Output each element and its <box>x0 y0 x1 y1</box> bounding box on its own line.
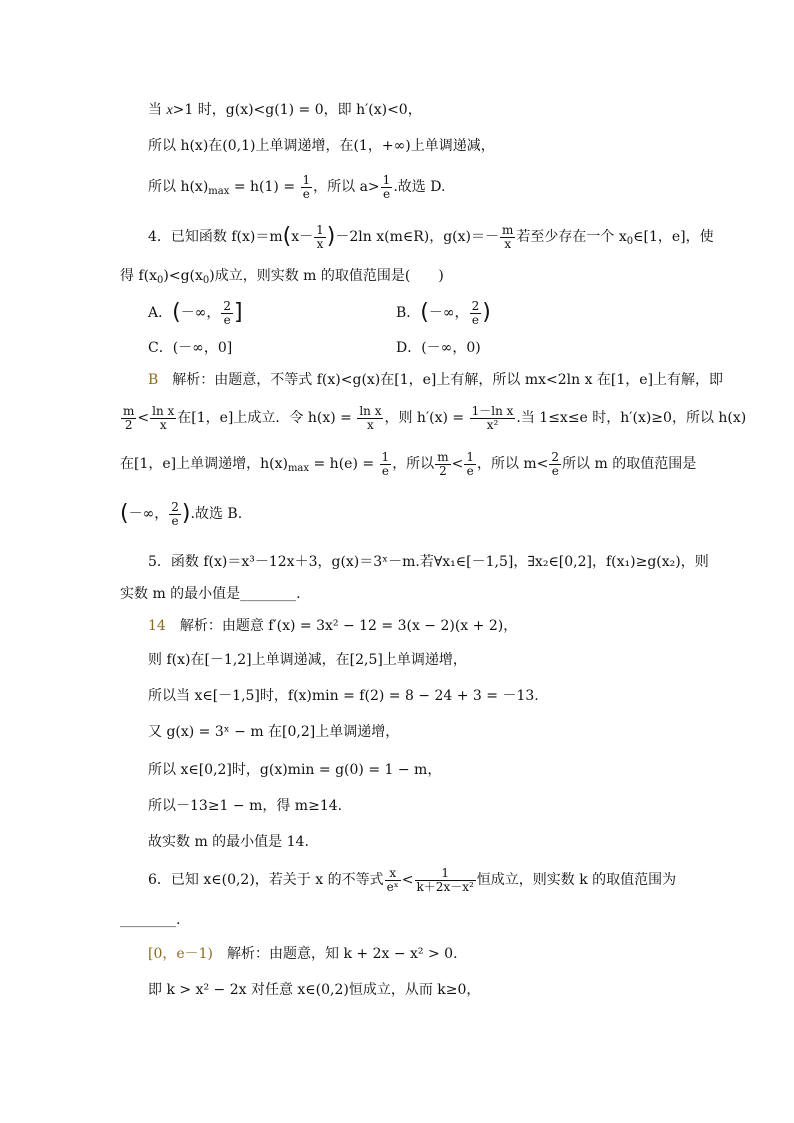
question-6-stem: 6．已知 x∈(0,2)，若关于 x 的不等式 $\frac{x}{\text{eˣ}}$ < $\frac{1}{\text{k＋2x－x²}}$ 恒成立，则实数 k 的取值范围为 <box>148 865 677 894</box>
fraction: $\frac{1}{e}$ <box>382 172 391 201</box>
fraction: $\frac{\text{ln x}}{x}$ <box>359 403 382 432</box>
solution-line: (－∞， $\frac{2}{e}$ ).故选 B. <box>120 499 243 528</box>
text: h′(x)<0， <box>356 102 422 118</box>
fraction: $\frac{\text{ln x}}{x}$ <box>152 403 175 432</box>
fraction: $\frac{1}{e}$ <box>302 172 311 201</box>
text: max <box>208 186 230 197</box>
text: g(x)<g(1) = 0，即 <box>225 102 357 118</box>
question-5-stem: 5．函数 f(x)＝x³－12x＋3，g(x)＝3ˣ－m.若∀x₁∈[－1,5]，∃x₂∈[0,2]，f(x₁)≥g(x₂)，则 <box>148 554 709 570</box>
solution-line: 故实数 m 的最小值是 14. <box>148 834 309 850</box>
text: 当 <box>148 102 167 118</box>
option-c: C．(－∞，0] <box>148 340 233 356</box>
answer-value: [0，e－1) <box>148 946 214 962</box>
fraction: $\frac{x}{\text{eˣ}}$ <box>386 865 399 894</box>
solution-line: B 解析：由题意，不等式 f(x)<g(x)在[1，e]上有解，所以 mx<2ln x 在[1，e]上有解，即 <box>148 372 724 388</box>
solution-line: 即 k > x² − 2x 对任意 x∈(0,2)恒成立，从而 k≥0， <box>148 982 481 998</box>
fraction: $\frac{m}{2}$ <box>123 403 135 432</box>
text: ，所以 a> <box>313 179 380 195</box>
option-d: D．(－∞，0) <box>396 340 481 356</box>
text: x <box>166 103 173 118</box>
fraction: $\frac{m}{x}$ <box>502 222 514 251</box>
fraction: $\frac{m}{2}$ <box>437 449 449 478</box>
fraction: $\frac{2}{e}$ <box>171 499 179 528</box>
answer-value: 14 <box>148 618 166 634</box>
solution-line: 所以－13≥1 − m，得 m≥14. <box>148 798 343 814</box>
fraction: $\frac{2}{e}$ <box>551 449 560 478</box>
fraction: $\frac{\text{1－ln x}}{\text{x²}}$ <box>471 403 514 432</box>
answer-blank: ________. <box>120 912 181 928</box>
question-4-stem: 4．已知函数 f(x)＝m(x－ $\frac{1}{x}$ )－2ln x(m∈R)，g(x)＝－ $\frac{m}{x}$ 若至少存在一个 $x_0\in[1$，e]，使 <box>148 222 714 251</box>
solution-line: 则 f(x)在[－1,2]上单调递减，在[2,5]上单调递增， <box>148 652 467 668</box>
solution-line <box>148 172 445 202</box>
solution-line: 所以 h(x)在(0,1)上单调递增，在(1，+∞)上单调递减， <box>148 138 495 154</box>
answer-letter: B <box>148 372 159 388</box>
solution-line: 在[1，e]上单调递增，$h(x)_{max} = h(e)$ = $\frac{1}{e}$ ，所以 $\frac{m}{2}$ < $\frac{1}{e}$ ，所以 m< $\frac{2}{e}$ 所以 m 的取值范围是 <box>120 449 697 478</box>
solution-line: $\frac{m}{2}$ < $\frac{\text{ln x}}{x}$ 在[1，e]上成立．令 h(x) = $\frac{\text{ln x}}{x}$ ，则 h′(x) = $\frac{\text{1－ln x}}{\text{x²}}$ .当 1≤x≤e 时，h′(x)≥0，所以 h(x) <box>123 403 747 432</box>
option-a: A．(－∞， $\frac{2}{e}$ ] <box>148 298 243 327</box>
fraction: $\frac{1}{e}$ <box>466 449 474 478</box>
option-b: B．(－∞， $\frac{2}{e}$ ) <box>396 298 491 327</box>
solution-line: [0，e－1) 解析：由题意，知 k + 2x − x² > 0. <box>148 946 458 962</box>
solution-line: 又 g(x) = 3ˣ − m 在[0,2]上单调递增， <box>148 724 400 740</box>
text: 所以 h(x) <box>148 179 209 195</box>
fraction: $\frac{2}{e}$ <box>223 298 232 327</box>
text: .故选 D. <box>393 179 446 195</box>
fraction: $\frac{2}{e}$ <box>471 298 480 327</box>
question-4-stem-cont: 得 $f(x_0)<g(x_0)$成立，则实数 m 的取值范围是( ) <box>120 268 444 286</box>
fraction: $\frac{1}{\text{k＋2x－x²}}$ <box>416 865 474 894</box>
text: >1 时， <box>172 102 226 118</box>
solution-line <box>148 100 422 121</box>
fraction: $\frac{1}{e}$ <box>381 449 390 478</box>
fraction: $\frac{1}{x}$ <box>316 222 324 251</box>
text: = h(1) = <box>229 179 300 195</box>
question-5-stem-cont: 实数 m 的最小值是________. <box>120 586 301 602</box>
solution-line: 14 解析：由题意 f′(x) = 3x² − 12 = 3(x − 2)(x + 2)， <box>148 618 518 634</box>
solution-line: 所以当 x∈[－1,5]时，f(x)min = f(2) = 8 − 24 + 3 = －13. <box>148 688 539 704</box>
solution-line: 所以 x∈[0,2]时，g(x)min = g(0) = 1 − m， <box>148 762 442 778</box>
